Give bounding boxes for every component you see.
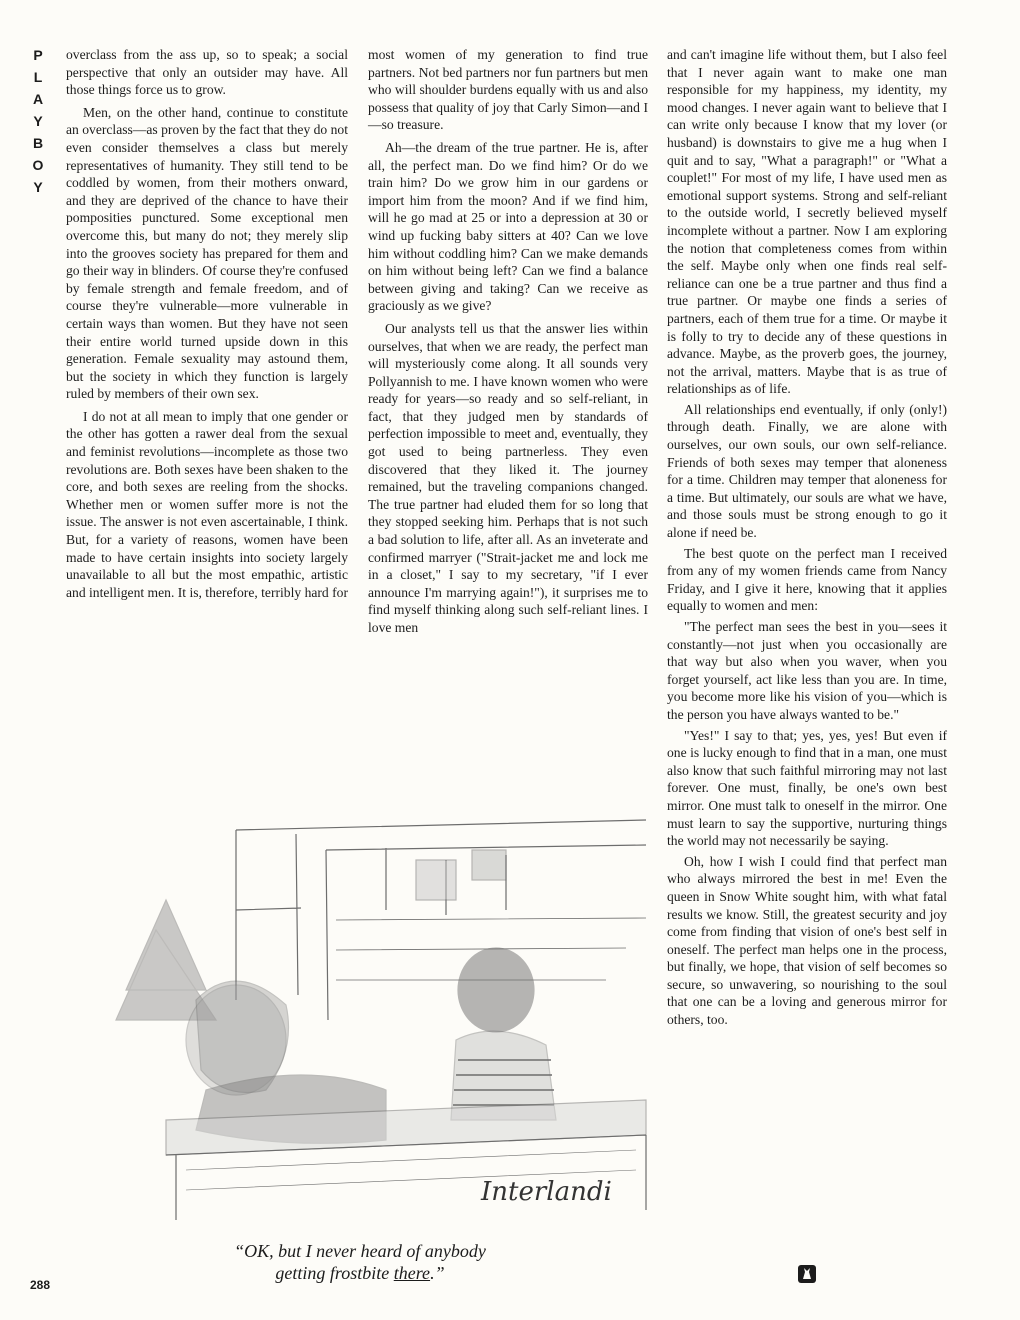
article-column-3 (667, 46, 947, 1032)
sidebar-letter: Y (33, 179, 43, 195)
paragraph: Ah—the dream of the true partner. He is, after all, the perfect man. Do we find him? Or do we train him? Do we grow him in our gardens or import him from the moon? And if we find him, will he go mad at 25 or into a depression at 30 or wind up fucking baby sitters at 40? Can we love him without coddling him? Can we make demands on him without being left? Can we find a balance between giving and taking? Can we receive as graciously as we give? (368, 139, 648, 314)
cartoon-caption (190, 1240, 530, 1284)
article-column-1 (66, 46, 348, 606)
playboy-bunny-icon (797, 1264, 817, 1284)
paragraph: Men, on the other hand, continue to constitute an overclass—as proven by the fact that they do not even consider themselves a class but merely representatives of humanity. They still tend to be coddled by women, from their mothers onward, and they are deprived of the chance to have their pomposities punctured. Some exceptional men overcome this, but many do not; they merely slip into the grooves society has prepared for them and go their way in blinders. Of course they're confused by female strength and female freedom, and of course they're vulnerable—more vulnerable in certain ways than women. But they have not seen their entire world turned upside down in this generation. Female sexuality may astound them, but the society in which they function is largely ruled by members of their own sex. (66, 104, 348, 402)
caption-text: .” (430, 1263, 445, 1283)
paragraph: and can't imagine life without them, but I also feel that I never again want to make one man responsible for my happiness, my identity, my mood changes. I never again want to believe that I can write only because I know that my lover (or husband) is downstairs to give me a hug when I quit and to say, "What a paragraph!" or "What a couplet!" For most of my life, I have used men as emotional support systems. Strong and self-reliant to the outside world, I secretly believed myself incomplete without a partner. Now I am exploring the notion that completeness comes from within the self. Maybe only when one finds real self-reliance can one be a true partner and thus find a true partner. Or maybe one finds a series of partners, each of them true for a time. Or maybe it is folly to try to decide any of these questions in advance. Maybe, as the proverb goes, the journey, not the arrival, matters. Maybe that is as true of relationships as of life. (667, 47, 947, 397)
magazine-sidebar-title (30, 44, 46, 198)
caption-text: getting frostbite (275, 1263, 394, 1283)
cartoon-illustration (86, 790, 656, 1220)
sidebar-letter: B (32, 135, 44, 151)
paragraph: I do not at all mean to imply that one gender or the other has gotten a rawer deal from the sexual and feminist revolutions—incomplete as those two revolutions are. Both sexes have been shaken to the core, and both sexes are reeling from the shocks. Whether men or women suffer more is not the issue. The answer is not even ascertainable, I think. But, for a variety of reasons, women have been made to have certain insights into society largely unavailable to all but the most empathic, artistic and intelligent men. It is, therefore, terribly hard for (66, 408, 348, 600)
paragraph: "The perfect man sees the best in you—sees it constantly—not just when you occasionally are that way but also when you waver, when you forget yourself, act like less than you are. In time, you become more like his vision of you—which is the person you have always wanted to be." (667, 619, 947, 722)
sidebar-letter: P (33, 47, 43, 63)
cartoon-signature: Interlandi (481, 1177, 612, 1207)
paragraph: "Yes!" I say to that; yes, yes, yes! But even if one is lucky enough to find that in a man, one must also know that such faithful mirroring may not last forever. One must, finally, be one's own best mirror. One must talk to oneself in the mirror. One must learn to say the supportive, nurturing things the world may not necessarily be saying. (667, 727, 947, 849)
sidebar-letter: L (33, 69, 43, 85)
paragraph: Oh, how I wish I could find that perfect man who always mirrored the best in me! Even the queen in Snow White sought him, with what fatal results we know. Still, the greatest security and joy come from finding that vision of one's best self in oneself. The perfect man helps one in the process, but finally, we hope, that vision of self becomes so secure, so unwavering, so nourishing to the soul that one can be a loving and generous mirror for others, too. (667, 853, 947, 1028)
sidebar-letter: O (32, 157, 44, 173)
sidebar-letter: Y (33, 113, 43, 129)
caption-line-1: “OK, but I never heard of anybody (234, 1241, 486, 1261)
cartoon-sketch (116, 820, 646, 1220)
article-column-2 (368, 46, 648, 642)
caption-line-2 (190, 1262, 530, 1284)
sidebar-letter: A (32, 91, 44, 107)
paragraph: Our analysts tell us that the answer lies within ourselves, that when we are ready, the perfect man will mysteriously come along. It all sounds very Pollyannish to me. I have known women who were ready for years—so ready and so self-reliant, in fact, that they judged men by standards of perfection impossible to meet and, eventually, they got used to being partnerless. They even discovered that they liked it. The journey remained, but the traveling companions changed. The true partner had eluded them for so long that they stopped seeking him. Perhaps that is not such a bad solution to life, after all. As an inveterate and confirmed marryer ("Strait-jacket me and lock me in a closet," I say to my secretary, "if I ever announce I'm marrying again!"), it surprises me to find myself thinking along such self-reliant lines. I love men (368, 320, 648, 635)
paragraph: most women of my generation to find true partners. Not bed partners nor fun partners but men who will shoulder burdens equally with us and also possess that quality of joy that Carly Simon—and I—so treasure. (368, 47, 648, 133)
page-number: 288 (30, 1278, 51, 1292)
caption-underlined-word: there (393, 1263, 431, 1283)
paragraph: All relationships end eventually, if only (only!) through death. Finally, we are alone with ourselves, our own souls, our own self-reliance. Friends of both sexes may temper that aloneness for a time. Children may temper that aloneness for a time. But ultimately, our souls are what we have, and those souls must be strong enough to go it alone if need be. (667, 401, 947, 541)
paragraph: The best quote on the perfect man I received from any of my women friends came from Nancy Friday, and I give it here, knowing that it applies equally to women and men: (667, 545, 947, 614)
paragraph: overclass from the ass up, so to speak; a social perspective that only an outsider may have. All those things force us to grow. (66, 47, 348, 98)
